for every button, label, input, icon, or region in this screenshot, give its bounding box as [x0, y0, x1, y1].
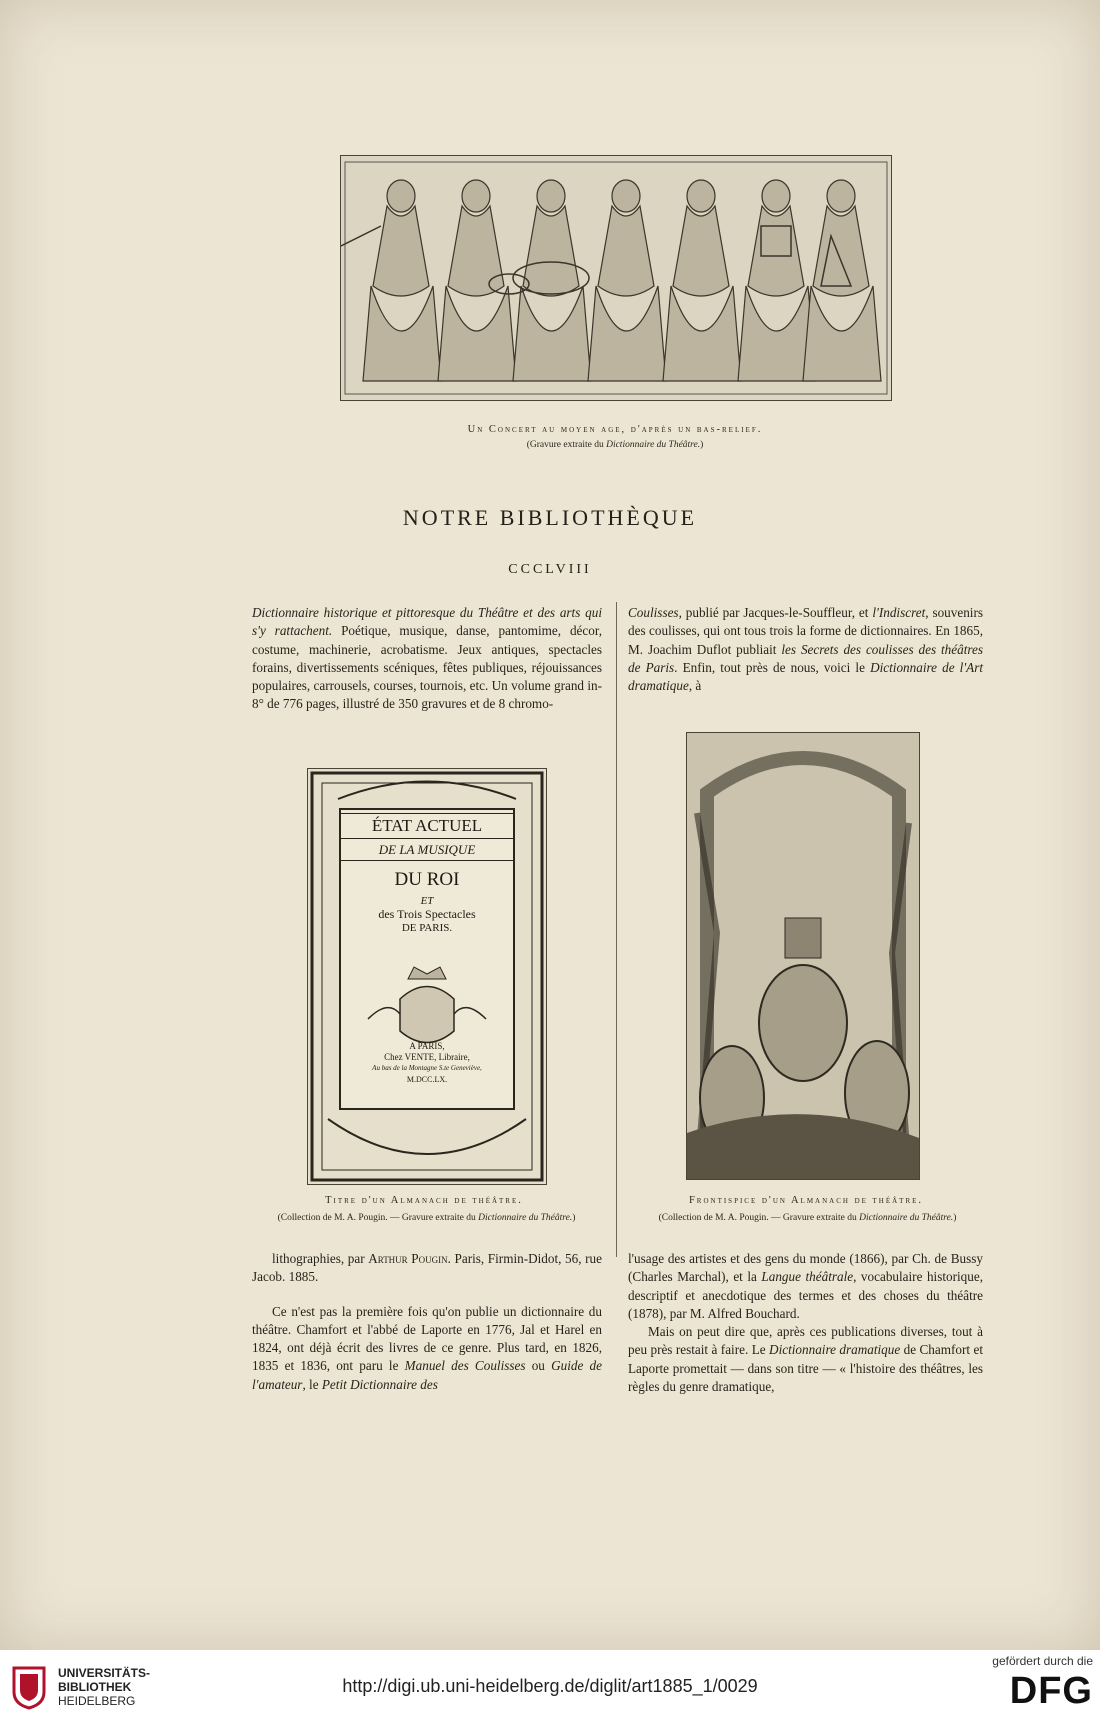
rc-bottom-it2: Dictionnaire dramatique: [769, 1342, 901, 1358]
left-figure-caption: Titre d'un Almanach de théâtre.: [325, 1195, 523, 1206]
right-figure-credit: [620, 1213, 995, 1223]
right-figure-credit-prefix: (Collection de M. A. Pougin. — Gravure extraite du: [658, 1213, 860, 1223]
top-figure-credit-title: Dictionnaire du Théâtre.: [606, 440, 701, 450]
rc-top-t2: , souvenirs des coulisses, qui ont tous trois la forme de dictionnaires. En 1865, M. Joachim Duflot publiait: [628, 605, 983, 657]
rc-bottom-p1b: , vocabulaire historique, descriptif et anecdotique des termes et des choses du théâtre (1878), par M. Alfred Bouchard.: [628, 1269, 983, 1321]
top-figure-credit-suffix: ): [700, 440, 704, 450]
plate-line-8: Chez VENTE, Libraire,: [384, 1052, 470, 1062]
plate-line-1: ÉTAT ACTUEL: [340, 813, 514, 839]
frontispice-drawing: [687, 733, 919, 1179]
rc-top-it3: les Secrets des coulisses des théâtres de Paris: [628, 641, 983, 675]
plate-line-4: ET: [420, 895, 434, 907]
left-column-top-text: [252, 604, 602, 714]
plate-line-6: DE PARIS.: [401, 922, 453, 934]
rc-top-it2: l'Indiscret: [872, 605, 926, 620]
author-name: Arthur Pougin: [368, 1251, 448, 1266]
rc-top-t1: , publié par Jacques-le-Souffleur, et: [678, 605, 873, 620]
bas-relief-engraving: [340, 155, 892, 401]
rc-top-t3: . Enfin, tout près de nous, voici le: [674, 659, 871, 675]
right-figure-caption: Frontispice d'un Almanach de théâtre.: [688, 1195, 924, 1206]
lc-bottom-p2b: ou: [525, 1358, 552, 1374]
book-title: Dictionnaire historique et pittoresque du Théâtre et des arts qui s'y rattachent.: [252, 605, 602, 639]
top-figure-credit-prefix: (Gravure extraite du: [526, 440, 607, 450]
plate-line-9: Au bas de la Montagne S.te Geneviève,: [372, 1064, 482, 1072]
left-figure-credit-title: Dictionnaire du Théâtre.: [478, 1213, 573, 1223]
lc-bottom-p2a: Ce n'est pas la première fois qu'on publie un dictionnaire du théâtre. Chamfort et l'abbé de Laporte en 1776, Jal et Harel en 1824, ont déjà écrit des livres de ce genre. Plus tard, en 1826, 1835 et 1836, ont paru le: [252, 1303, 602, 1374]
rc-bottom-p2a: Mais on peut dire que, après ces publications diverses, tout à peu près restait à faire. Le: [628, 1324, 983, 1358]
almanach-title-plate: [307, 768, 547, 1185]
column-divider: [616, 602, 617, 1257]
plate-line-2: DE LA MUSIQUE: [340, 842, 514, 861]
plate-line-3: DU ROI: [394, 869, 460, 890]
top-figure-credit: [340, 440, 890, 450]
left-figure-credit-prefix: (Collection de M. A. Pougin. — Gravure extraite du: [277, 1213, 479, 1223]
section-numeral: CCCLVIII: [508, 562, 592, 577]
frontispice-engraving: [686, 732, 920, 1180]
lc-bottom-p2c: , le: [302, 1376, 322, 1392]
left-column-bottom-text: [252, 1250, 602, 1394]
lc-bottom-it3: Petit Dictionnaire des: [321, 1376, 438, 1392]
right-column-top-text: [628, 604, 983, 695]
rc-bottom-it1: Langue théâtrale: [761, 1269, 854, 1285]
lc-bottom-p1b: . Paris, Firmin-Didot, 56, rue Jacob. 1885.: [252, 1251, 602, 1285]
rc-top-it1: Coulisses: [628, 605, 679, 620]
section-title: NOTRE BIBLIOTHÈQUE: [402, 505, 698, 530]
right-figure-credit-suffix: ): [953, 1213, 957, 1223]
rc-top-t4: , à: [688, 678, 702, 694]
uni-name-line-3: HEIDELBERG: [58, 1694, 136, 1708]
bas-relief-drawing: [341, 156, 891, 400]
lc-bottom-p1a: lithographies, par: [272, 1251, 369, 1266]
almanach-plate-text: [340, 813, 514, 934]
lc-bottom-it2: Guide de l'amateur: [252, 1358, 602, 1392]
plate-line-7: A PARIS,: [409, 1041, 445, 1051]
rc-bottom-p2b: de Chamfort et Laporte promettait — dans son titre — « l'histoire des théâtres, les règles du genre dramatique,: [628, 1342, 983, 1395]
book-description: Poétique, musique, danse, pantomime, décor, costume, machinerie, acrobatisme. Jeux antiques, spectacles forains, divertissements scéniques, fêtes publiques, réjouissances populaires, carrousels, courses, tournois, etc. Un volume grand in-8° de 776 pages, illustré de 350 gravures et de 8 chromo-: [252, 623, 602, 712]
dfg-logo: DFG: [1009, 1670, 1093, 1712]
right-figure-credit-title: Dictionnaire du Théâtre.: [859, 1213, 954, 1223]
rc-bottom-p1a: l'usage des artistes et des gens du monde (1866), par Ch. de Bussy (Charles Marchal), et la: [628, 1251, 983, 1285]
right-column-bottom-text: [628, 1250, 983, 1396]
funded-by-label: gefördert durch die: [992, 1654, 1093, 1668]
uni-name-line-1: UNIVERSITÄTS-: [58, 1666, 151, 1680]
source-url-link[interactable]: http://digi.ub.uni-heidelberg.de/diglit/art1885_1/0029: [342, 1676, 758, 1696]
almanach-plate-imprint: [340, 1041, 514, 1085]
plate-line-5: des Trois Spectacles: [378, 907, 476, 921]
uni-name-line-2: BIBLIOTHEK: [58, 1680, 132, 1694]
rc-top-it4: Dictionnaire de l'Art dramatique: [628, 659, 984, 694]
left-figure-credit-suffix: ): [572, 1213, 576, 1223]
plate-line-10: M.DCC.LX.: [406, 1075, 448, 1084]
top-figure-caption: Un Concert au moyen age, d'après un bas-relief.: [467, 424, 763, 435]
lc-bottom-it1: Manuel des Coulisses: [404, 1358, 526, 1374]
left-figure-credit: [244, 1213, 609, 1223]
